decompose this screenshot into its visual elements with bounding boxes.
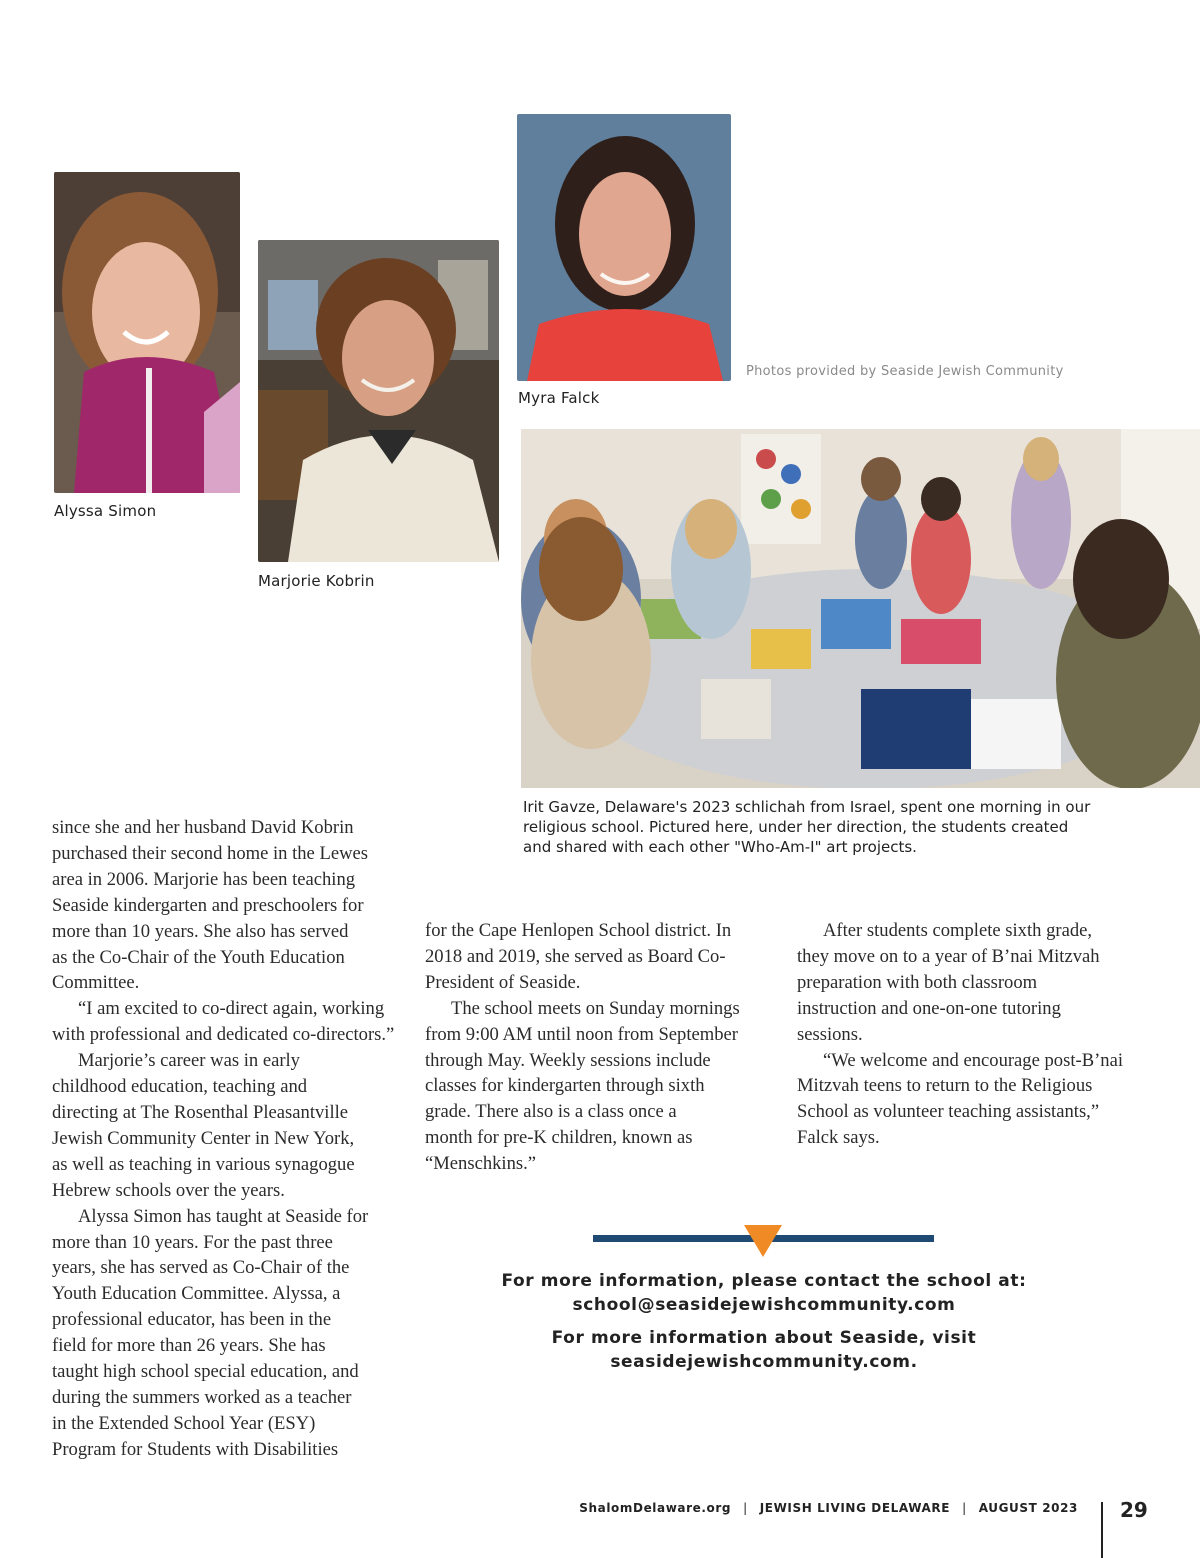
seaside-website-link[interactable]: seasidejewishcommunity.com. xyxy=(610,1352,918,1372)
text-line: Program for Students with Disabilities xyxy=(52,1438,339,1460)
text-line: Marjorie’s career was in early xyxy=(78,1050,300,1072)
caption-line: religious school. Pictured here, under her direction, the students created xyxy=(523,818,1069,836)
text-line: preparation with both classroom xyxy=(797,971,1038,993)
footer-issue: AUGUST 2023 xyxy=(978,1501,1078,1515)
caption-line: Irit Gavze, Delaware's 2023 schlichah from Israel, spent one morning in our xyxy=(523,798,1091,816)
text-line: The school meets on Sunday mornings xyxy=(451,997,740,1019)
footer-publication: JEWISH LIVING DELAWARE xyxy=(759,1501,951,1515)
text-line: childhood education, teaching and xyxy=(52,1076,308,1098)
myra-falck-photo xyxy=(517,114,731,381)
text-line: in the Extended School Year (ESY) xyxy=(52,1412,316,1434)
article-column-2 xyxy=(425,918,785,1177)
text-line: from 9:00 AM until noon from September xyxy=(425,1023,738,1045)
text-line: during the summers worked as a teacher xyxy=(52,1386,352,1408)
text-line: as well as teaching in various synagogue xyxy=(52,1153,355,1175)
text-line: directing at The Rosenthal Pleasantville xyxy=(52,1101,349,1123)
text-line: area in 2006. Marjorie has been teaching xyxy=(52,868,356,890)
text-line: School as volunteer teaching assistants,” xyxy=(797,1101,1100,1123)
text-line: more than 10 years. For the past three xyxy=(52,1231,333,1253)
text-line: Hebrew schools over the years. xyxy=(52,1179,285,1201)
marjorie-kobrin-photo xyxy=(258,240,499,562)
school-email-link[interactable]: school@seasidejewishcommunity.com xyxy=(572,1295,956,1315)
text-line: After students complete sixth grade, xyxy=(823,920,1093,941)
text-line: instruction and one-on-one tutoring xyxy=(797,997,1061,1019)
text-line: field for more than 26 years. She has xyxy=(52,1335,326,1357)
text-line: for the Cape Henlopen School district. In xyxy=(425,920,732,941)
text-line: “We welcome and encourage post-B’nai xyxy=(823,1049,1124,1071)
text-line: sessions. xyxy=(797,1023,863,1045)
classroom-art-project-photo xyxy=(521,429,1200,788)
article-column-3 xyxy=(797,918,1167,1151)
text-line: professional educator, has been in the xyxy=(52,1309,332,1331)
caption-line: and shared with each other "Who-Am-I" art projects. xyxy=(523,838,917,856)
text-line: Alyssa Simon has taught at Seaside for xyxy=(78,1205,369,1227)
marjorie-kobrin-caption: Marjorie Kobrin xyxy=(258,572,375,590)
text-line: taught high school special education, and xyxy=(52,1361,359,1383)
text-line: since she and her husband David Kobrin xyxy=(52,817,354,838)
article-column-1 xyxy=(52,815,412,1463)
text-line: as the Co-Chair of the Youth Education xyxy=(52,946,345,968)
text-line: years, she has served as Co-Chair of the xyxy=(52,1257,350,1279)
footer-separator: | xyxy=(743,1501,748,1515)
text-line: purchased their second home in the Lewes xyxy=(52,842,368,864)
alyssa-simon-photo xyxy=(54,172,240,493)
footer-vertical-rule xyxy=(1101,1502,1103,1558)
classroom-photo-caption xyxy=(523,797,1163,857)
text-line: Mitzvah teens to return to the Religious xyxy=(797,1075,1093,1097)
text-line: 2018 and 2019, she served as Board Co- xyxy=(425,945,726,967)
text-line: classes for kindergarten through sixth xyxy=(425,1075,705,1097)
text-line: “Menschkins.” xyxy=(425,1153,537,1175)
myra-falck-caption: Myra Falck xyxy=(518,389,600,407)
contact-line: For more information, please contact the school at: xyxy=(501,1271,1027,1291)
footer-separator: | xyxy=(962,1501,967,1515)
orange-triangle-ornament-icon xyxy=(744,1225,782,1257)
seaside-info-line: For more information about Seaside, visit xyxy=(551,1328,977,1348)
text-line: President of Seaside. xyxy=(425,971,581,993)
text-line: “I am excited to co-direct again, working xyxy=(78,998,385,1020)
text-line: through May. Weekly sessions include xyxy=(425,1049,711,1071)
photo-credit: Photos provided by Seaside Jewish Community xyxy=(746,364,1064,379)
text-line: Youth Education Committee. Alyssa, a xyxy=(52,1283,341,1305)
text-line: with professional and dedicated co-directors.” xyxy=(52,1024,395,1046)
text-line: month for pre-K children, known as xyxy=(425,1127,693,1149)
text-line: Committee. xyxy=(52,972,140,994)
alyssa-simon-caption: Alyssa Simon xyxy=(54,502,157,520)
page-footer xyxy=(579,1501,1078,1515)
text-line: grade. There also is a class once a xyxy=(425,1101,677,1123)
text-line: Jewish Community Center in New York, xyxy=(52,1127,355,1149)
footer-site: ShalomDelaware.org xyxy=(579,1501,732,1515)
page-number: 29 xyxy=(1120,1498,1148,1522)
text-line: they move on to a year of B’nai Mitzvah xyxy=(797,945,1100,967)
text-line: more than 10 years. She also has served xyxy=(52,920,349,942)
text-line: Falck says. xyxy=(797,1127,880,1149)
text-line: Seaside kindergarten and preschoolers for xyxy=(52,894,364,916)
